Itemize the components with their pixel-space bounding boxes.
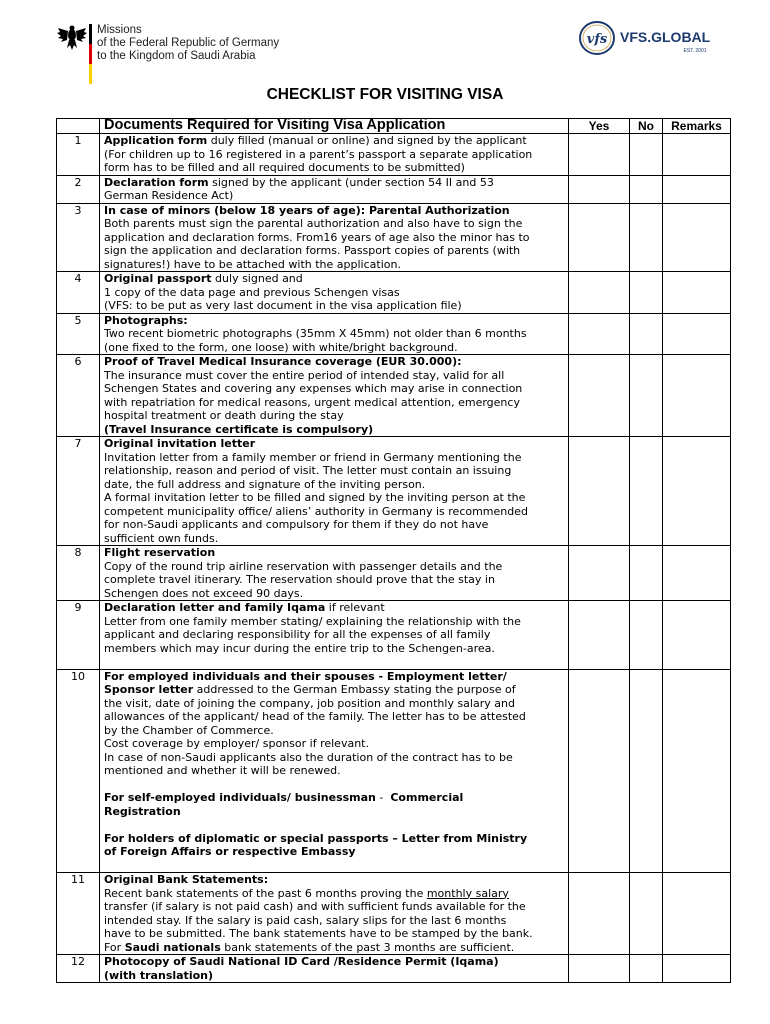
description-line (104, 341, 564, 355)
remarks-cell[interactable] (663, 175, 731, 203)
no-checkbox-cell[interactable] (630, 175, 663, 203)
row-number: 10 (57, 669, 100, 873)
description-line (104, 670, 564, 684)
description-line (104, 818, 564, 832)
row-number: 4 (57, 272, 100, 314)
description-line (104, 272, 564, 286)
description-line (104, 764, 564, 778)
document-description (100, 601, 569, 670)
row-number: 3 (57, 203, 100, 272)
page-header (0, 0, 770, 90)
description-line (104, 560, 564, 574)
row-number: 5 (57, 313, 100, 355)
text-segment: Photocopy of Saudi National ID Card /Residence Permit (Iqama) (104, 955, 499, 968)
documents-header: Documents Required for Visiting Visa Application (100, 119, 569, 134)
yes-checkbox-cell[interactable] (569, 873, 630, 955)
description-line (104, 231, 564, 245)
description-line (104, 286, 564, 300)
description-line (104, 464, 564, 478)
description-line (104, 724, 564, 738)
text-segment: for non-Saudi applicants and compulsory for them if they do not have (104, 518, 489, 531)
svg-text:EST. 2001: EST. 2001 (683, 48, 707, 54)
description-line (104, 941, 564, 955)
document-description (100, 203, 569, 272)
description-line (104, 189, 564, 203)
table-row (57, 272, 731, 314)
text-segment: date, the full address and signature of the inviting person. (104, 477, 426, 491)
text-segment: For self-employed individuals/ businessman (104, 791, 376, 804)
remarks-cell[interactable] (663, 669, 731, 873)
description-line (104, 369, 564, 383)
table-header-row (57, 119, 731, 134)
no-checkbox-cell[interactable] (630, 134, 663, 176)
text-segment: A formal invitation letter to be filled and signed by the inviting person at the (104, 491, 526, 504)
description-line (104, 859, 564, 873)
description-line (104, 532, 564, 546)
text-segment: Registration (104, 804, 181, 818)
description-line (104, 134, 564, 148)
text-segment: Application form (104, 134, 208, 147)
no-checkbox-cell[interactable] (630, 669, 663, 873)
remarks-cell[interactable] (663, 437, 731, 546)
text-segment: For employed individuals and their spouses - Employment letter/ (104, 669, 507, 683)
remarks-cell[interactable] (663, 546, 731, 601)
yes-checkbox-cell[interactable] (569, 134, 630, 176)
remarks-cell[interactable] (663, 355, 731, 437)
text-segment: Original passport (104, 272, 212, 285)
description-line (104, 176, 564, 190)
no-checkbox-cell[interactable] (630, 601, 663, 670)
description-line (104, 314, 564, 328)
description-line (104, 409, 564, 423)
yes-checkbox-cell[interactable] (569, 175, 630, 203)
vfs-global-logo (578, 20, 718, 60)
description-line (104, 546, 564, 560)
description-line (104, 914, 564, 928)
description-line (104, 710, 564, 724)
description-line (104, 969, 564, 983)
text-segment: the visit, date of joining the company, job position and monthly salary and (104, 696, 515, 710)
text-segment: Declaration form (104, 175, 209, 189)
row-number: 1 (57, 134, 100, 176)
mission-name: Missions of the Federal Republic of Germany to the Kingdom of Saudi Arabia (97, 24, 280, 62)
text-segment: Sponsor letter (104, 683, 194, 696)
description-line (104, 382, 564, 396)
text-segment: The insurance must cover the entire period of intended stay, valid for all (104, 368, 505, 382)
description-line (104, 873, 564, 887)
description-line (104, 955, 564, 969)
text-segment: if relevant (325, 601, 385, 614)
text-segment: monthly salary (426, 886, 509, 900)
yes-checkbox-cell[interactable] (569, 203, 630, 272)
description-line (104, 355, 564, 369)
description-line (104, 587, 564, 601)
description-line (104, 451, 564, 465)
document-description (100, 437, 569, 546)
text-segment: Cost coverage by employer/ sponsor if relevant. (104, 737, 369, 750)
remarks-cell[interactable] (663, 134, 731, 176)
description-line (104, 327, 564, 341)
description-line (104, 518, 564, 532)
no-checkbox-cell[interactable] (630, 203, 663, 272)
yes-checkbox-cell[interactable] (569, 955, 630, 983)
text-segment: Letter from one family member stating/ explaining the relationship with the (104, 614, 521, 628)
yes-checkbox-cell[interactable] (569, 546, 630, 601)
description-line (104, 751, 564, 765)
text-segment: - (375, 791, 391, 804)
table-row (57, 134, 731, 176)
description-line (104, 642, 564, 656)
text-segment: (For children up to 16 registered in a parent’s passport a separate application (104, 147, 533, 161)
text-segment: Copy of the round trip airline reservation with passenger details and the (104, 559, 503, 573)
text-segment: Both parents must sign the parental authorization and also have to sign the (104, 217, 523, 230)
remarks-cell[interactable] (663, 272, 731, 314)
text-segment: with repatriation for medical reasons, urgent medical attention, emergency (104, 395, 520, 409)
description-line (104, 244, 564, 258)
svg-text:vfs: vfs (586, 32, 608, 47)
text-segment: complete travel itinerary. The reservation should prove that the stay in (104, 573, 495, 586)
description-line (104, 491, 564, 505)
description-line (104, 778, 564, 792)
table-row (57, 175, 731, 203)
text-segment: allowances of the applicant/ head of the family. The letter has to be attested (104, 710, 526, 723)
table-row (57, 601, 731, 670)
text-segment: sufficient own funds. (104, 531, 219, 545)
table-row (57, 955, 731, 983)
no-checkbox-cell[interactable] (630, 272, 663, 314)
remarks-cell[interactable] (663, 313, 731, 355)
federal-eagle-icon (56, 22, 88, 54)
description-line (104, 396, 564, 410)
text-segment: duly signed and (211, 272, 303, 285)
text-segment: Declaration letter and family Iqama (104, 601, 326, 614)
german-flag-bar (89, 24, 92, 84)
description-line (104, 887, 564, 901)
description-line (104, 697, 564, 711)
description-line (104, 437, 564, 451)
description-line (104, 258, 564, 272)
description-line (104, 217, 564, 231)
description-line (104, 628, 564, 642)
text-segment: have to be submitted. The bank statements have to be stamped by the bank. (104, 927, 533, 940)
document-description (100, 873, 569, 955)
row-number: 9 (57, 601, 100, 670)
text-segment: For holders of diplomatic or special passports – Letter from Ministry (104, 831, 528, 845)
table-row (57, 546, 731, 601)
text-segment: Original invitation letter (104, 437, 256, 450)
text-segment: Original Bank Statements: (104, 873, 269, 886)
text-segment: Two recent biometric photographs (35mm X 45mm) not older than 6 months (104, 327, 527, 340)
description-line (104, 655, 564, 669)
description-line (104, 900, 564, 914)
document-description (100, 175, 569, 203)
row-number: 8 (57, 546, 100, 601)
description-line (104, 832, 564, 846)
row-number: 12 (57, 955, 100, 983)
remarks-cell[interactable] (663, 203, 731, 272)
row-number: 11 (57, 873, 100, 955)
no-checkbox-cell[interactable] (630, 355, 663, 437)
text-segment: relationship, reason and period of visit. The letter must contain an issuing (104, 464, 512, 477)
text-segment: In case of non-Saudi applicants also the duration of the contract has to be (104, 750, 513, 764)
yes-checkbox-cell[interactable] (569, 669, 630, 873)
yes-checkbox-cell[interactable] (569, 313, 630, 355)
text-segment: competent municipality office/ aliens’ authority in Germany is recommended (104, 504, 528, 518)
text-segment: In case of minors (below 18 years of age): Parental Authorization (104, 203, 510, 217)
document-description (100, 546, 569, 601)
document-description (100, 272, 569, 314)
description-line (104, 601, 564, 615)
document-description (100, 355, 569, 437)
table-row (57, 355, 731, 437)
description-line (104, 737, 564, 751)
text-segment: application and declaration forms. From16 years of age also the minor has to (104, 230, 530, 244)
text-segment: intended stay. If the salary is paid cash, salary slips for the last 6 months (104, 913, 507, 927)
text-segment: Recent bank statements of the past 6 months proving the (104, 886, 427, 900)
yes-checkbox-cell[interactable] (569, 355, 630, 437)
text-segment: members which may incur during the entire trip to the Schengen-area. (104, 641, 495, 655)
document-description (100, 669, 569, 873)
text-segment: hospital treatment or death during the stay (104, 409, 344, 422)
text-segment: 1 copy of the data page and previous Schengen visas (104, 285, 400, 299)
description-line (104, 148, 564, 162)
checklist-table (56, 118, 731, 983)
table-row (57, 669, 731, 873)
remarks-header: Remarks (663, 119, 731, 134)
text-segment: Flight reservation (104, 546, 216, 559)
description-line (104, 161, 564, 175)
text-segment: by the Chamber of Commerce. (104, 723, 274, 737)
remarks-cell[interactable] (663, 873, 731, 955)
svg-text:VFS.GLOBAL: VFS.GLOBAL (620, 29, 711, 45)
yes-header: Yes (569, 119, 630, 134)
text-segment: bank statements of the past 3 months are sufficient. (220, 940, 515, 954)
description-line (104, 423, 564, 437)
text-segment: applicant and declaring responsibility for all the expenses of all family (104, 628, 491, 641)
text-segment: (Travel Insurance certificate is compulsory) (104, 422, 374, 436)
row-number: 6 (57, 355, 100, 437)
text-segment: sign the application and declaration forms. Passport copies of parents (with (104, 244, 521, 257)
description-line (104, 478, 564, 492)
text-segment: Schengen does not exceed 90 days. (104, 586, 304, 600)
description-line (104, 615, 564, 629)
document-description (100, 313, 569, 355)
text-segment: addressed to the German Embassy stating the purpose of (193, 683, 516, 696)
text-segment: (VFS: to be put as very last document in the visa application file) (104, 299, 462, 312)
description-line (104, 573, 564, 587)
text-segment: mentioned and whether it will be renewed. (104, 764, 341, 777)
text-segment: For (104, 940, 125, 954)
description-line (104, 791, 564, 805)
text-segment: Proof of Travel Medical Insurance coverage (EUR 30.000): (104, 355, 462, 368)
text-segment: Saudi nationals (124, 940, 221, 954)
row-number: 7 (57, 437, 100, 546)
page-title: CHECKLIST FOR VISITING VISA (266, 86, 504, 103)
description-line (104, 805, 564, 819)
no-checkbox-cell[interactable] (630, 437, 663, 546)
table-row (57, 313, 731, 355)
text-segment: transfer (if salary is not paid cash) and with sufficient funds available for the (104, 900, 526, 913)
no-checkbox-cell[interactable] (630, 873, 663, 955)
text-segment: Invitation letter from a family member or friend in Germany mentioning the (104, 450, 522, 464)
no-checkbox-cell[interactable] (630, 546, 663, 601)
yes-checkbox-cell[interactable] (569, 437, 630, 546)
text-segment: Commercial (390, 791, 464, 804)
description-line (104, 204, 564, 218)
no-header: No (630, 119, 663, 134)
yes-checkbox-cell[interactable] (569, 601, 630, 670)
description-line (104, 927, 564, 941)
description-line (104, 683, 564, 697)
remarks-cell[interactable] (663, 601, 731, 670)
description-line (104, 505, 564, 519)
table-row (57, 873, 731, 955)
description-line (104, 845, 564, 859)
no-checkbox-cell[interactable] (630, 955, 663, 983)
table-row (57, 203, 731, 272)
no-checkbox-cell[interactable] (630, 313, 663, 355)
text-segment: signed by the applicant (under section 54 II and 53 (208, 175, 494, 189)
description-line (104, 299, 564, 313)
document-description (100, 134, 569, 176)
text-segment: duly filled (manual or online) and signed by the applicant (207, 134, 527, 147)
text-segment: of Foreign Affairs or respective Embassy (104, 845, 356, 858)
text-segment: Schengen States and covering any expenses which may arise in connection (104, 382, 523, 395)
remarks-cell[interactable] (663, 955, 731, 983)
yes-checkbox-cell[interactable] (569, 272, 630, 314)
text-segment: German Residence Act) (104, 189, 234, 202)
document-description (100, 955, 569, 983)
text-segment: signatures!) have to be attached with the application. (104, 257, 401, 271)
text-segment: form has to be filled and all required documents to be submitted) (104, 161, 465, 174)
text-segment: Photographs: (104, 313, 188, 327)
row-number: 2 (57, 175, 100, 203)
text-segment: (with translation) (104, 968, 214, 982)
table-row (57, 437, 731, 546)
text-segment: (one fixed to the form, one loose) with white/bright background. (104, 340, 458, 354)
